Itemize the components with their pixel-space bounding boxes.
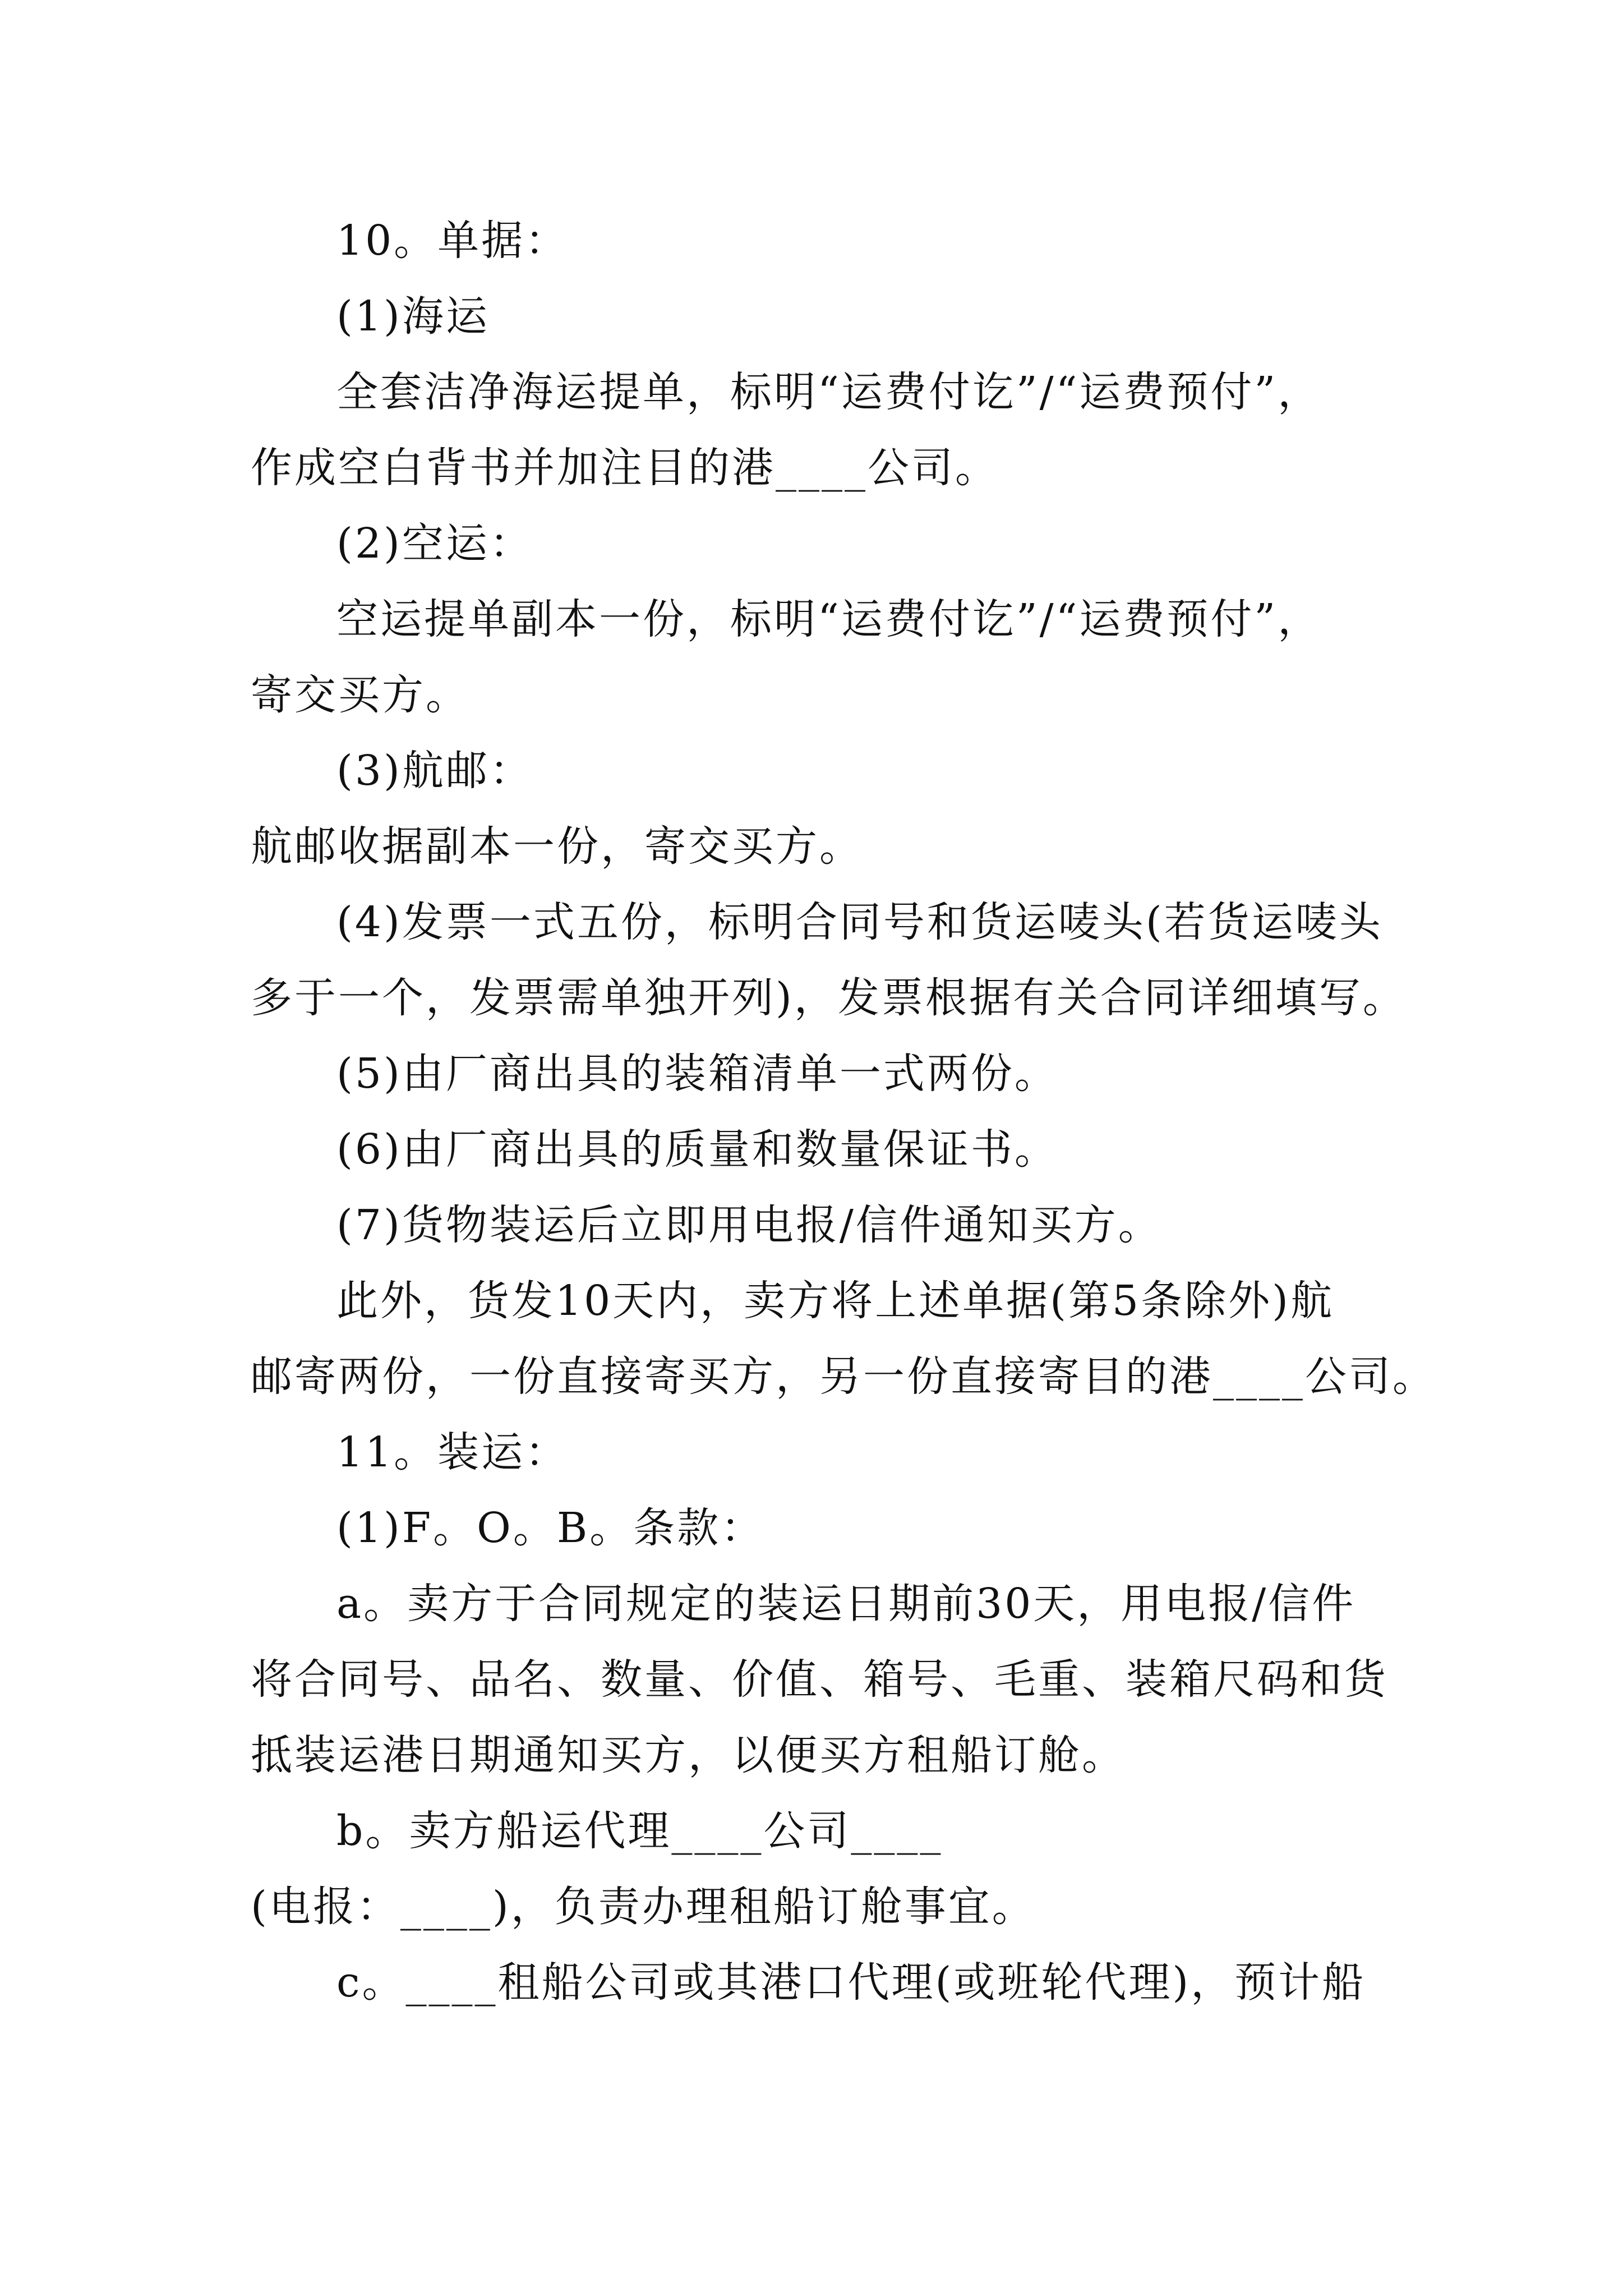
heading-documents: 10。单据： [336,217,569,265]
text-line: 多于一个，发票需单独开列)，发票根据有关合同详细填写。 [251,974,1407,1022]
heading-shipment: 11。装运： [336,1428,569,1476]
text-line: (7)货物装运后立即用电报/信件通知买方。 [336,1201,1162,1249]
subheading-air: (2)空运： [336,519,533,568]
text-line: (5)由厂商出具的装箱清单一式两份。 [336,1050,1058,1098]
text-line: 抵装运港日期通知买方，以便买方租船订舱。 [251,1731,1126,1779]
text-line: 此外，货发10天内，卖方将上述单据(第5条除外)航 [336,1277,1334,1325]
text-line: 将合同号、品名、数量、价值、箱号、毛重、装箱尺码和货 [251,1655,1388,1704]
text-line: 航邮收据副本一份，寄交买方。 [251,822,863,871]
text-line: 邮寄两份，一份直接寄买方，另一份直接寄目的港____公司。 [251,1352,1436,1401]
text-line: (6)由厂商出具的质量和数量保证书。 [336,1125,1058,1174]
subheading-sea: (1)海运 [336,292,490,341]
text-line: 寄交买方。 [251,671,469,719]
subheading-airmail: (3)航邮： [336,747,533,795]
text-line: 作成空白背书并加注目的港____公司。 [251,444,999,492]
text-line: b。卖方船运代理____公司____ [336,1807,943,1855]
text-line: 全套洁净海运提单，标明“运费付讫”/“运费预付”， [336,368,1322,416]
text-line: (4)发票一式五份，标明合同号和货运唛头(若货运唛头 [336,898,1383,946]
text-line: a。卖方于合同规定的装运日期前30天，用电报/信件 [336,1580,1356,1628]
subheading-fob: (1)F。O。B。条款： [336,1504,765,1552]
text-line: 空运提单副本一份，标明“运费付讫”/“运费预付”， [336,595,1322,643]
text-line: (电报：____)，负责办理租船订舱事宜。 [251,1883,1036,1931]
text-line: c。____租船公司或其港口代理(或班轮代理)，预计船 [336,1958,1366,2007]
